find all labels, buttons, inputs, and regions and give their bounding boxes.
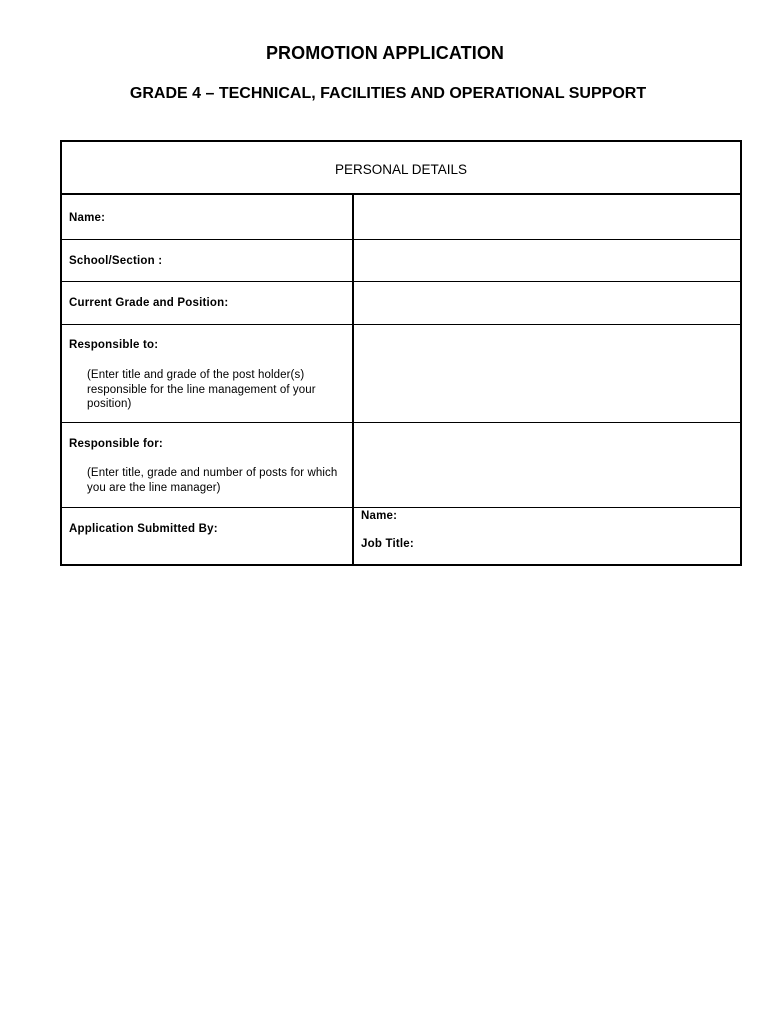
document-subtitle: GRADE 4 – TECHNICAL, FACILITIES AND OPERATIONAL SUPPORT [129, 85, 647, 102]
school-section-field[interactable] [354, 240, 740, 281]
responsible-for-label: Responsible for: [69, 438, 163, 450]
document-title: PROMOTION APPLICATION [265, 43, 505, 63]
submitted-by-label: Application Submitted By: [69, 523, 218, 535]
submitter-name-label: Name: [361, 510, 398, 522]
school-section-label: School/Section : [69, 255, 163, 267]
personal-details-heading: PERSONAL DETAILS [334, 162, 468, 177]
current-grade-field[interactable] [354, 282, 740, 324]
responsible-for-field[interactable] [354, 423, 740, 507]
personal-details-header [62, 142, 740, 195]
responsible-to-hint: (Enter title and grade of the post holder(s) responsible for the line management of your position) [87, 369, 316, 410]
responsible-to-field[interactable] [354, 325, 740, 422]
current-grade-label: Current Grade and Position: [69, 297, 229, 309]
name-field[interactable] [354, 196, 740, 238]
personal-details-table [60, 140, 742, 566]
responsible-for-hint: (Enter title, grade and number of posts for which you are the line manager) [87, 467, 338, 494]
responsible-to-label: Responsible to: [69, 339, 159, 351]
submitter-job-title-label: Job Title: [361, 538, 414, 550]
row-divider [62, 507, 740, 508]
name-label: Name: [69, 212, 106, 224]
